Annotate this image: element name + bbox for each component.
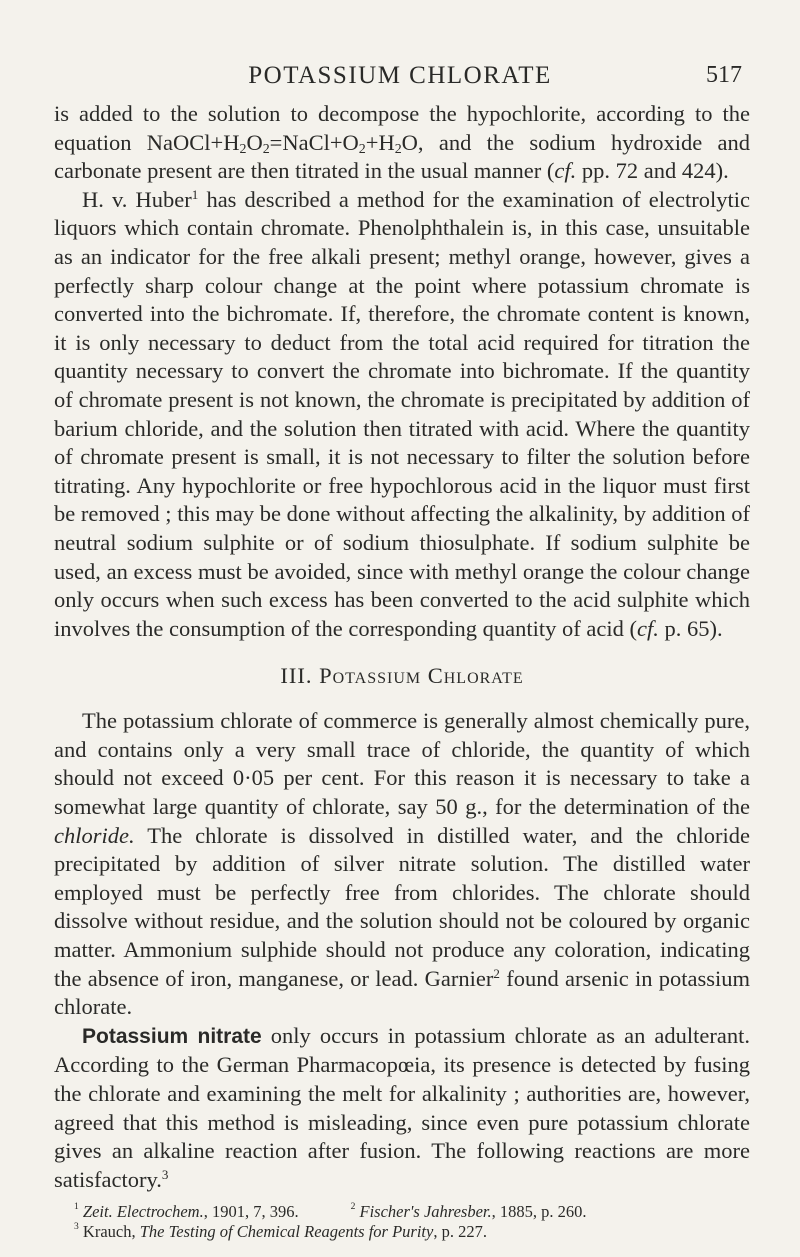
page-body <box>54 100 750 1242</box>
footnote-ref-2: 2 <box>493 965 500 981</box>
footnote-2: $^2$ Fischer's Jahresber., 1885, p. 260. <box>350 1201 587 1222</box>
paragraph-equation: is added to the solution to decompose the hypochlorite, according to the equation $NaOCl+H_2O_2=NaCl+O_2+H_2O$, and the sodium hydroxide and carbonate present are then titrated in the usual manner (cf. pp. 72 and 424). <box>54 101 751 184</box>
page-header <box>0 62 800 102</box>
footnotes <box>54 1202 750 1242</box>
running-title: POTASSIUM CHLORATE <box>248 62 552 89</box>
section-heading <box>54 663 750 689</box>
section-numeral: III. <box>280 663 313 689</box>
footnote-line <box>74 1222 750 1242</box>
section-title: Potassium Chlorate <box>319 663 524 689</box>
paragraph-huber-method: H. v. Huber$^1$ has described a method for the examination of electrolytic liquors which contain chromate. Phenolphthalein is, in this case, unsuitable as an indicator for the free alkali present; methyl orange, however, gives a perfectly sharp colour change at the point where potassium chromate is converted into the bichromate. If, therefore, the chromate content is known, it is only necessary to deduct from the total acid required for titration the quantity necessary to convert the chromate into bichromate. If the quantity of chromate present is not known, the chromate is precipitated by addition of barium chloride, and the solution then titrated with acid. Where the quantity of chromate present is small, it is not necessary to filter the solution before titrating. Any hypochlorite or free hypochlorous acid in the liquor must first be removed ; this may be done without affecting the alkalinity, by addition of neutral sodium sulphite or of sodium thiosulphate. If sodium sulphite be used, an excess must be avoided, since with methyl orange the colour change only occurs when such excess has been converted to the acid sulphite which involves the consumption of the corresponding quantity of acid (cf. p. 65). <box>54 186 751 641</box>
footnote-ref-3: 3 <box>161 1166 169 1182</box>
footnote-1: $^1$ Zeit. Electrochem., 1901, 7, 396. <box>74 1201 299 1222</box>
side-heading: Potassium nitrate <box>82 1024 262 1048</box>
paragraph-chlorate-commerce: The potassium chlorate of commerce is generally almost chemically pure, and contains only a very small trace of chloride, the quantity of which should not exceed 0·05 per cent. For this reason it is necessary to take a somewhat large quantity of chlorate, say 50 g., for the determination of the chloride. The chlorate is dissolved in distilled water, and the chloride precipitated by addition of silver nitrate solution. The distilled water employed must be perfectly free from chlorides. The chlorate should dissolve without residue, and the solution should not be coloured by organic matter. Ammonium sulphide should not produce any coloration, indicating the absence of iron, manganese, or lead. Garnier$^2$ found arsenic in potassium chlorate. <box>54 708 750 1020</box>
paragraph-potassium-nitrate: Potassium nitrate only occurs in potassium chlorate as an adulterant. According to the German Pharmacopœia, its presence is detected by fusing the chlorate and examining the melt for alkalinity ; authorities are, however, agreed that this method is misleading, since even pure potassium chlorate gives an alkaline reaction after fusion. The following reactions are more satisfactory.$^3$ <box>54 1022 751 1192</box>
footnote-line <box>74 1202 750 1222</box>
footnote-3: $^3$ Krauch, The Testing of Chemical Reagents for Purity, p. 227. <box>74 1221 487 1242</box>
page-number: 517 <box>706 62 742 88</box>
footnote-ref-1: 1 <box>191 186 199 202</box>
